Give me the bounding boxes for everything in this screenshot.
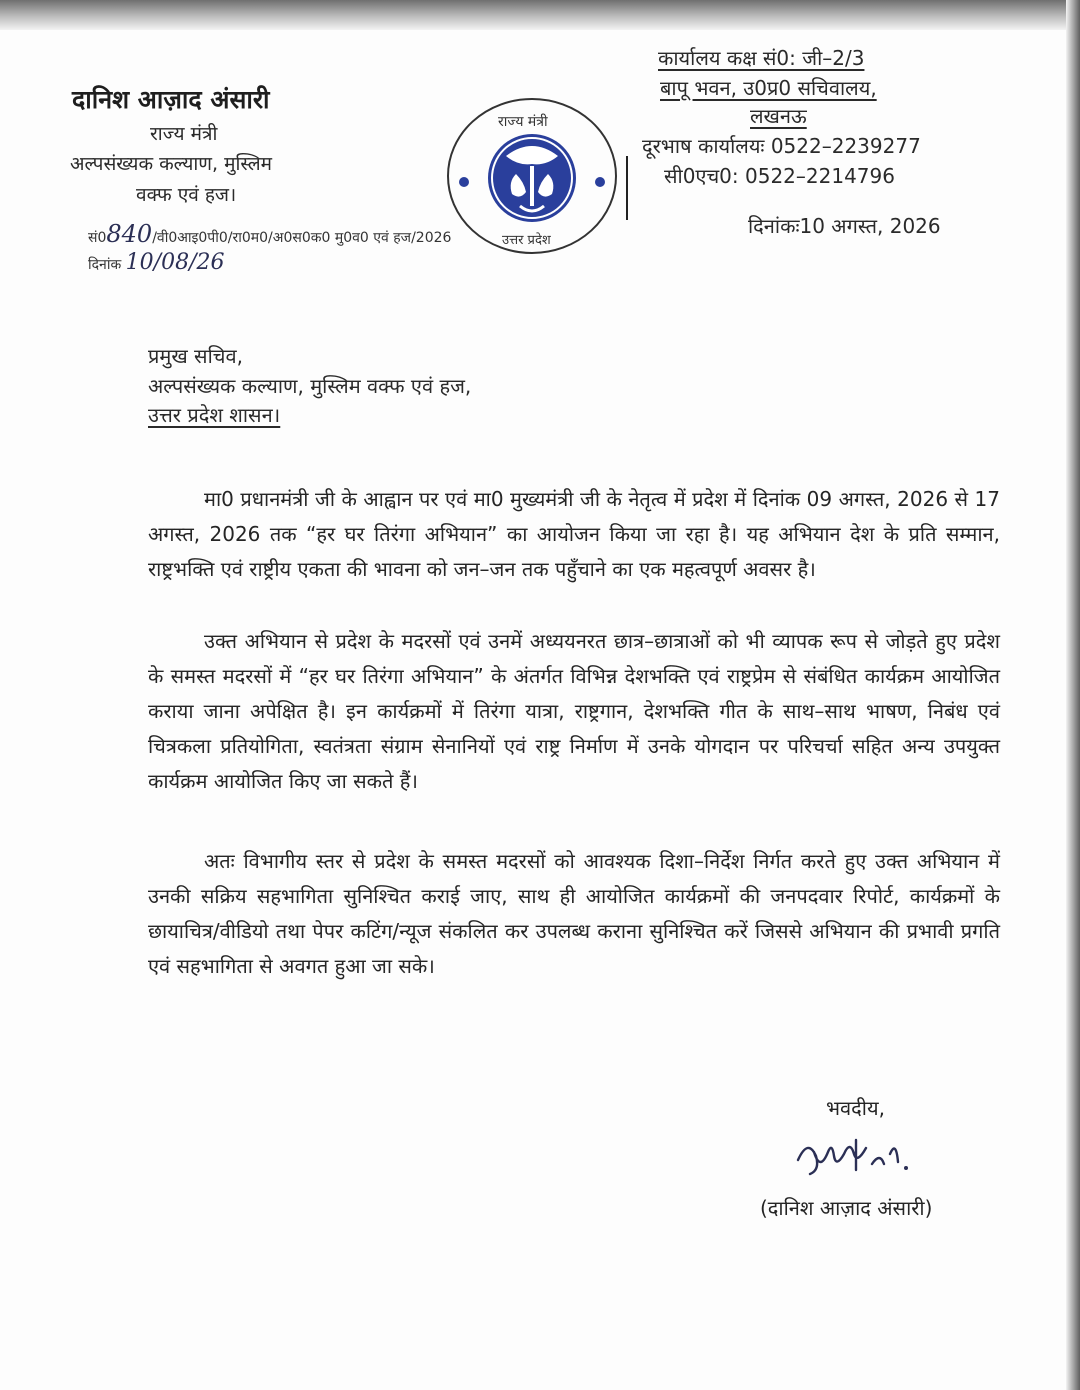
body-paragraph-3: अतः विभागीय स्तर से प्रदेश के समस्त मदरसों को आवश्यक दिशा–निर्देश निर्गत करते हुए उक्त अभियान में उनकी सक्रिय सहभागिता सुनिश्चित कराई जाए, साथ ही आयोजित कार्यक्रमों की जनपदवार रिपोर्ट, कार्यक्रमों के छायाचित्र/वीडियो तथा पेपर कटिंग/न्यूज संकलित कर उपलब्ध कराना सुनिश्चित करें जिससे अभियान की प्रभावी प्रगति एवं सहभागिता से अवगत हुआ जा सके। (148, 849, 1000, 978)
letter-date (748, 212, 941, 239)
letter-page (0, 30, 1066, 1390)
header-divider (626, 156, 628, 220)
signature-icon (790, 1124, 930, 1184)
letter-date-value: 10 अगस्त, 2026 (799, 214, 941, 238)
sender-designation: राज्य मंत्री (150, 123, 218, 145)
reference-handwritten-number: 840 (106, 220, 153, 248)
addressee-department: अल्पसंख्यक कल्याण, मुस्लिम वक्फ एवं हज, (148, 374, 472, 398)
sender-portfolio-line1: अल्पसंख्यक कल्याण, मुस्लिम (70, 153, 273, 175)
office-phone: दूरभाष कार्यालयः 0522–2239277 (642, 134, 921, 158)
sender-portfolio-line2: वक्फ एवं हज। (136, 184, 237, 206)
letter-date-label: दिनांकः (748, 214, 800, 238)
handwritten-signature (790, 1124, 930, 1188)
reference-code: /वी0आइ0पी0/रा0म0/अ0स0क0 मु0व0 एवं हज/2026 (152, 230, 452, 246)
valediction: भवदीय, (826, 1096, 885, 1120)
addressee-title: प्रमुख सचिव, (148, 344, 243, 368)
body-paragraph-2: उक्त अभियान से प्रदेश के मदरसों एवं उनमें अध्ययनरत छात्र–छात्राओं को भी व्यापक रूप से जोड़ते हुए प्रदेश के समस्त मदरसों में “हर घर तिरंगा अभियान” के अंतर्गत विभिन्न देशभक्ति एवं राष्ट्रप्रेम से संबंधित कार्यक्रम आयोजित कराया जाना अपेक्षित है। इन कार्यक्रमों में तिरंगा यात्रा, राष्ट्रगान, देशभक्ति गीत के साथ–साथ भाषण, निबंध एवं चित्रकला प्रतियोगिता, स्वतंत्रता संग्राम सेनानियों एवं राष्ट्र निर्माण में उनके योगदान पर परिचर्चा सहित अन्य उपयुक्त कार्यक्रम आयोजित किए जा सकते हैं। (148, 629, 1000, 793)
addressee-government: उत्तर प्रदेश शासन। (148, 403, 281, 427)
reference-number (88, 220, 451, 248)
body-paragraph-1: मा0 प्रधानमंत्री जी के आह्वान पर एवं मा0 मुख्यमंत्री जी के नेतृत्व में प्रदेश में दिनांक 09 अगस्त, 2026 से 17 अगस्त, 2026 तक “हर घर तिरंगा अभियान” का आयोजन किया जा रहा है। यह अभियान देश के प्रति सम्मान, राष्ट्रभक्ति एवं राष्ट्रीय एकता की भावना को जन–जन तक पहुँचाने का एक महत्वपूर्ण अवसर है। (148, 487, 1000, 581)
scan-shadow-right (1066, 0, 1080, 1390)
scan-shadow-top (0, 0, 1080, 30)
reference-date-prefix: दिनांक (88, 257, 122, 273)
emblem-text-top: राज्य मंत्री (498, 114, 548, 130)
office-building: बापू भवन, उ0प्र0 सचिवालय, (660, 76, 877, 100)
uttar-pradesh-emblem-seal (446, 96, 618, 256)
camp-phone: सी0एच0: 0522–2214796 (664, 164, 895, 188)
reference-prefix: सं0 (88, 230, 107, 246)
sender-name: दानिश आज़ाद अंसारी (72, 85, 270, 114)
emblem-text-bottom: उत्तर प्रदेश (502, 233, 551, 248)
reference-date (88, 250, 224, 275)
reference-handwritten-date: 10/08/26 (125, 250, 225, 275)
office-room: कार्यालय कक्ष सं0: जी–2/3 (658, 46, 865, 70)
office-city: लखनऊ (750, 104, 807, 128)
signatory-name: (दानिश आज़ाद अंसारी) (760, 1196, 933, 1220)
